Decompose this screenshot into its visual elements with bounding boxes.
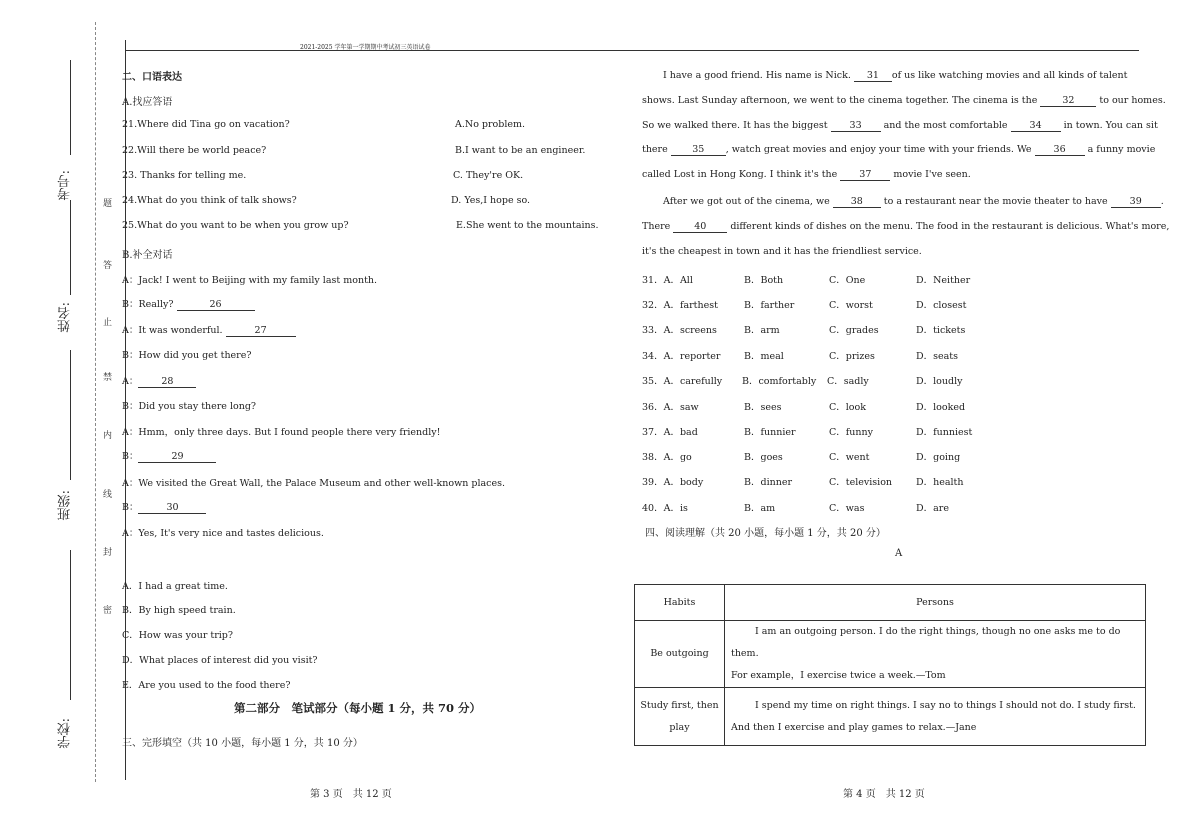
question-22: 22.Will there be world peace? [122, 145, 267, 156]
seal-char: 线 [103, 490, 113, 500]
binding-dashed-line [95, 22, 96, 782]
dialog-line: B：Did you stay there long? [122, 401, 256, 412]
dialog-line: A： 28 [122, 373, 196, 388]
table-row [635, 688, 1146, 746]
question-24: 24.What do you think of talk shows? [122, 195, 297, 206]
seal-char: 密 [103, 606, 113, 616]
dialog-line: B： 30 [122, 499, 206, 514]
passage-line: called Lost in Hong Kong. I think it's the 37 movie I've seen. [642, 169, 971, 180]
option-a: A.No problem. [455, 119, 526, 130]
dialog-line: A：Yes, It's very nice and tastes delicious. [122, 528, 324, 539]
choice-34-c: C．prizes [829, 351, 875, 362]
passage-line: I have a good friend. His name is Nick. 31 of us like watching movies and all kinds of talent [663, 70, 1128, 81]
habits-table [634, 584, 1146, 746]
choice-36-b: B．sees [744, 402, 782, 413]
option-e: E.She went to the mountains. [456, 220, 599, 231]
choice-38-b: B．goes [744, 452, 783, 463]
habit-text-line: Study first, then [640, 699, 719, 711]
table-header-habits: Habits [635, 585, 725, 621]
choice-38-c: C．went [829, 452, 870, 463]
habit-cell: Be outgoing [635, 621, 725, 688]
exam-no-line [70, 60, 71, 155]
person-text-line: For example，I exercise twice a week.—Tom [731, 670, 946, 681]
class-line [70, 350, 71, 480]
dialog-line: A：Jack! I went to Beijing with my family last month. [122, 275, 378, 286]
choice-37-d: D．funniest [916, 427, 973, 438]
choice-40-a: 40．A．is [642, 503, 688, 514]
section4-title: 四、阅读理解（共 20 小题，每小题 1 分，共 20 分） [645, 528, 886, 539]
choice-31-a: 31．A．All [642, 275, 693, 286]
passage-line: there 35 , watch great movies and enjoy your time with your friends. We 36 a funny movie [642, 144, 1156, 155]
dialog-line: A：It was wonderful. 27 [122, 322, 296, 337]
seal-char: 内 [103, 431, 113, 441]
dialog-choice-c: C．How was your trip? [122, 630, 233, 641]
dialog-line: B：Really? 26 [122, 296, 255, 311]
blank-39[interactable]: 39 [1111, 196, 1161, 208]
choice-38-a: 38．A．go [642, 452, 692, 463]
choice-38-d: D．going [916, 452, 961, 463]
dialog-choice-b: B．By high speed train. [122, 605, 236, 616]
part2-title: 第二部分 笔试部分（每小题 1 分，共 70 分） [234, 701, 482, 715]
blank-28[interactable]: 28 [138, 376, 196, 388]
habit-cell [635, 688, 725, 746]
name-line [70, 200, 71, 295]
header-rule [125, 50, 1139, 51]
choice-40-d: D．are [916, 503, 949, 514]
name-label: 姓名: [58, 302, 73, 333]
choice-39-c: C．television [829, 477, 893, 488]
option-b: B.I want to be an engineer. [455, 145, 586, 156]
choice-33-b: B．arm [744, 325, 780, 336]
choice-36-a: 36．A．saw [642, 402, 699, 413]
school-label: 学校: [58, 718, 73, 749]
passage-line: After we got out of the cinema, we 38 to a restaurant near the movie theater to have 39 . [663, 196, 1164, 207]
choice-31-c: C．One [829, 275, 866, 286]
section-title-speaking: 二、口语表达 [122, 72, 182, 83]
blank-38[interactable]: 38 [833, 196, 881, 208]
choice-34-d: D．seats [916, 351, 958, 362]
dialog-choice-a: A．I had a great time. [122, 581, 228, 592]
class-label: 班级: [58, 490, 73, 521]
dialog-choice-e: E．Are you used to the food there? [122, 680, 291, 691]
part-a-title: A.找应答语 [122, 97, 173, 108]
dialog-line: B：How did you get there? [122, 350, 252, 361]
choice-35-a: 35．A．carefully [642, 376, 723, 387]
choice-33-a: 33．A．screens [642, 325, 717, 336]
dialog-line: A：Hmm，only three days. But I found people there very friendly! [122, 427, 441, 438]
section4-subtitle: A [895, 548, 903, 559]
dialog-line: B： 29 [122, 448, 216, 463]
choice-36-c: C．look [829, 402, 867, 413]
question-25: 25.What do you want to be when you grow up? [122, 220, 349, 231]
choice-32-d: D．closest [916, 300, 967, 311]
habit-text-line: play [669, 721, 690, 733]
table-header-persons: Persons [725, 585, 1146, 621]
blank-30[interactable]: 30 [138, 502, 206, 514]
choice-32-a: 32．A．farthest [642, 300, 718, 311]
passage-line: So we walked there. It has the biggest 33 and the most comfortable 34 in town. You can sit [642, 120, 1158, 131]
blank-33[interactable]: 33 [831, 120, 881, 132]
choice-34-b: B．meal [744, 351, 784, 362]
part-b-title: B.补全对话 [122, 250, 173, 261]
seal-char: 止 [103, 318, 113, 328]
choice-40-b: B．am [744, 503, 776, 514]
passage-line: shows. Last Sunday afternoon, we went to the cinema together. The cinema is the 32 to our homes. [642, 95, 1166, 106]
passage-line: it's the cheapest in town and it has the friendliest service. [642, 246, 922, 257]
exam-no-label: 考号: [58, 170, 73, 201]
option-c: C. They're OK. [453, 170, 524, 181]
table-row [635, 621, 1146, 688]
person-cell [725, 688, 1146, 746]
blank-32[interactable]: 32 [1040, 95, 1096, 107]
seal-char: 禁 [103, 373, 113, 383]
choice-39-d: D．health [916, 477, 964, 488]
table-header-row [635, 585, 1146, 621]
blank-34[interactable]: 34 [1011, 120, 1061, 132]
blank-26[interactable]: 26 [177, 299, 255, 311]
blank-29[interactable]: 29 [138, 451, 216, 463]
page-number-left: 第 3 页 共 12 页 [310, 789, 392, 800]
person-text-line: I am an outgoing person. I do the right things, though no one asks me to do them. [731, 626, 1121, 659]
choice-32-c: C．worst [829, 300, 873, 311]
seal-char: 封 [103, 548, 113, 558]
exam-title: 2021-2025 学年第一学期期中考试初三英语试卷 [300, 44, 431, 51]
choice-37-b: B．funnier [744, 427, 796, 438]
page-number-right: 第 4 页 共 12 页 [843, 789, 925, 800]
person-text-line: I spend my time on right things. I say no to things I should not do. I study first. [755, 699, 1136, 711]
question-21: 21.Where did Tina go on vacation? [122, 119, 290, 130]
choice-34-a: 34．A．reporter [642, 351, 721, 362]
section3-title: 三、完形填空（共 10 小题，每小题 1 分，共 10 分） [122, 738, 363, 749]
choice-36-d: D．looked [916, 402, 966, 413]
choice-35-d: D．loudly [916, 376, 963, 387]
choice-37-a: 37．A．bad [642, 427, 698, 438]
school-line [70, 550, 71, 700]
dialog-choice-d: D．What places of interest did you visit? [122, 655, 318, 666]
passage-line: There 40 different kinds of dishes on the menu. The food in the restaurant is delicious. What's more, [642, 221, 1170, 232]
seal-char: 题 [103, 199, 113, 209]
choice-40-c: C．was [829, 503, 865, 514]
choice-37-c: C．funny [829, 427, 874, 438]
option-d: D. Yes,I hope so. [451, 195, 531, 206]
blank-27[interactable]: 27 [226, 325, 296, 337]
blank-35[interactable]: 35 [671, 144, 726, 156]
question-23: 23. Thanks for telling me. [122, 170, 247, 181]
choice-31-d: D．Neither [916, 275, 971, 286]
choice-35-b: B．comfortably [742, 376, 817, 387]
blank-36[interactable]: 36 [1035, 144, 1085, 156]
dialog-line: A：We visited the Great Wall, the Palace Museum and other well-known places. [122, 478, 506, 489]
person-cell [725, 621, 1146, 688]
seal-char: 答 [103, 261, 113, 271]
choice-35-c: C．sadly [827, 376, 869, 387]
choice-39-a: 39．A．body [642, 477, 704, 488]
choice-39-b: B．dinner [744, 477, 793, 488]
blank-40[interactable]: 40 [673, 221, 727, 233]
choice-32-b: B．farther [744, 300, 795, 311]
blank-31[interactable]: 31 [854, 70, 892, 82]
choice-33-d: D．tickets [916, 325, 966, 336]
person-text-line: And then I exercise and play games to relax.—Jane [731, 721, 977, 733]
choice-33-c: C．grades [829, 325, 879, 336]
choice-31-b: B．Both [744, 275, 784, 286]
blank-37[interactable]: 37 [840, 169, 890, 181]
